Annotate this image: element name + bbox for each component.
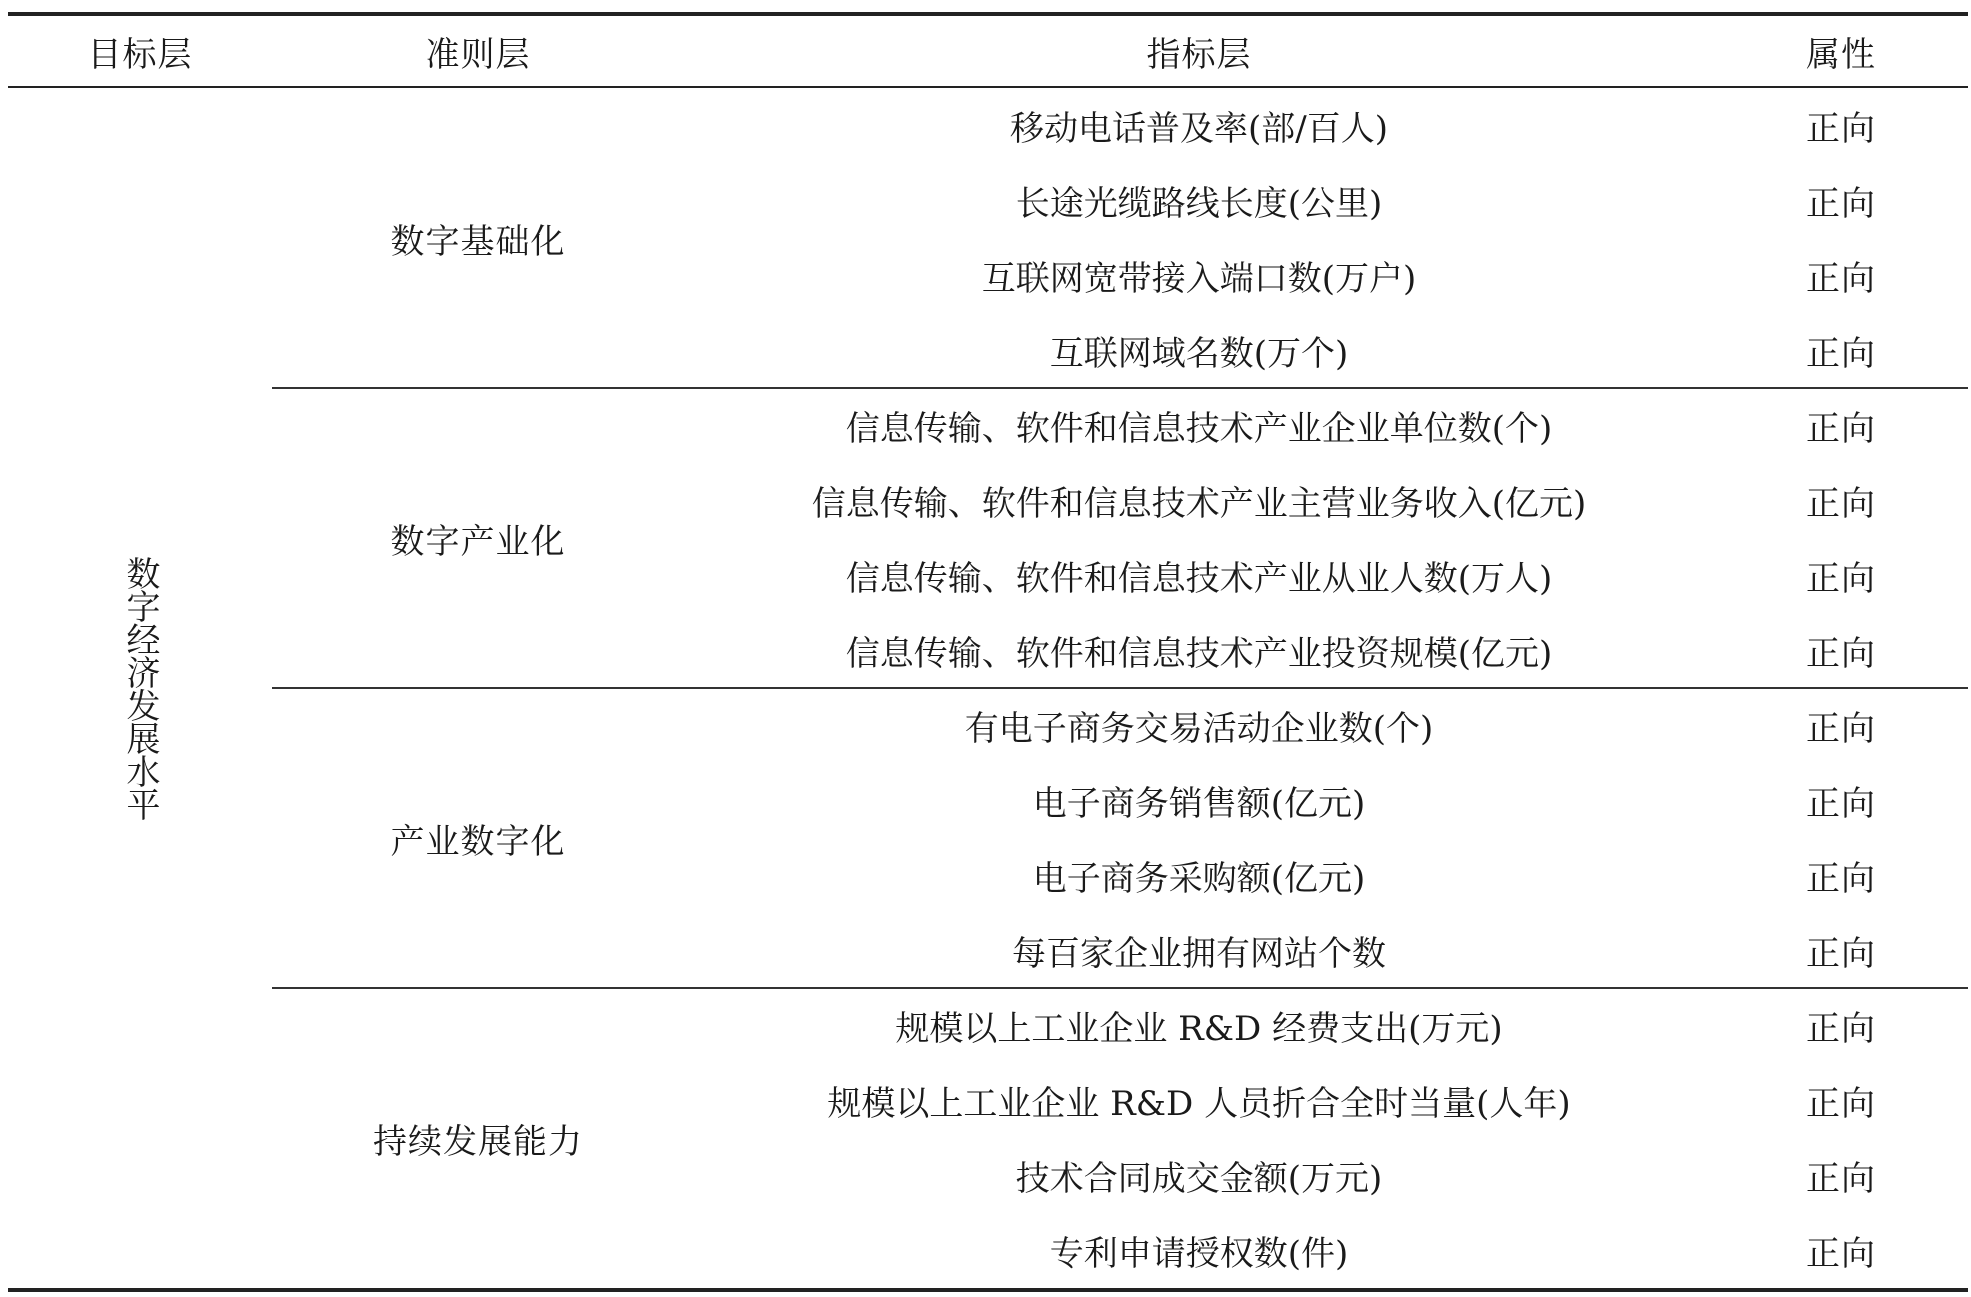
table-row: [684, 838, 1968, 913]
header-attribute: 属性: [1806, 34, 1876, 75]
table-row: [684, 1213, 1968, 1288]
indicator-cell: 移动电话普及率(部/百人): [1010, 109, 1388, 149]
table-row: [684, 388, 1968, 463]
attribute-cell: 正向: [1806, 109, 1876, 149]
attribute-cell: 正向: [1806, 409, 1876, 449]
indicator-cell: 规模以上工业企业 R&D 经费支出(万元): [895, 1009, 1503, 1049]
table-row: [684, 538, 1968, 613]
attribute-cell: 正向: [1806, 934, 1876, 974]
indicator-table: [8, 12, 1968, 1292]
attribute-cell: 正向: [1806, 184, 1876, 224]
header-criterion-layer: 准则层: [425, 34, 531, 75]
indicator-cell: 有电子商务交易活动企业数(个): [964, 709, 1434, 749]
table-row: [684, 913, 1968, 988]
attribute-cell: 正向: [1806, 1234, 1876, 1274]
goal-text: 数字经济发展水平: [120, 556, 160, 820]
criterion-digital-infrastructure: 数字基础化: [390, 221, 566, 262]
header-goal-layer: 目标层: [87, 34, 193, 75]
attribute-cell: 正向: [1806, 559, 1876, 599]
criterion-digital-industrialization: 数字产业化: [390, 521, 566, 562]
indicator-cell: 专利申请授权数(件): [1049, 1234, 1349, 1274]
attribute-cell: 正向: [1806, 1159, 1876, 1199]
table-row: [684, 763, 1968, 838]
indicator-cell: 电子商务采购额(亿元): [1032, 859, 1366, 899]
indicator-cell: 信息传输、软件和信息技术产业主营业务收入(亿元): [811, 484, 1587, 524]
indicator-cell: 规模以上工业企业 R&D 人员折合全时当量(人年): [827, 1084, 1571, 1124]
indicator-cell: 互联网宽带接入端口数(万户): [981, 259, 1417, 299]
table-row: [684, 613, 1968, 688]
attribute-cell: 正向: [1806, 1009, 1876, 1049]
indicator-cell: 信息传输、软件和信息技术产业投资规模(亿元): [845, 634, 1553, 674]
table-row: [684, 1063, 1968, 1138]
attribute-cell: 正向: [1806, 634, 1876, 674]
indicator-cell: 每百家企业拥有网站个数: [1012, 934, 1386, 974]
goal-cell: [8, 88, 272, 1288]
attribute-cell: 正向: [1806, 484, 1876, 524]
table-row: [684, 988, 1968, 1063]
indicator-cell: 信息传输、软件和信息技术产业企业单位数(个): [845, 409, 1553, 449]
criterion-industrial-digitalization: 产业数字化: [390, 821, 566, 862]
indicator-cell: 长途光缆路线长度(公里): [1015, 184, 1383, 224]
attribute-cell: 正向: [1806, 1084, 1876, 1124]
table-row: [684, 88, 1968, 163]
attribute-cell: 正向: [1806, 709, 1876, 749]
table-row: [684, 313, 1968, 388]
indicator-cell: 互联网域名数(万个): [1049, 334, 1349, 374]
table-row: [684, 688, 1968, 763]
indicator-cell: 电子商务销售额(亿元): [1032, 784, 1366, 824]
table-row: [684, 163, 1968, 238]
criterion-sustainable-development: 持续发展能力: [373, 1121, 583, 1162]
table-row: [684, 238, 1968, 313]
attribute-cell: 正向: [1806, 784, 1876, 824]
attribute-cell: 正向: [1806, 859, 1876, 899]
table-row: [684, 1138, 1968, 1213]
table-row: [684, 463, 1968, 538]
indicator-cell: 技术合同成交金额(万元): [1015, 1159, 1383, 1199]
attribute-cell: 正向: [1806, 334, 1876, 374]
table-bottom-rule: [8, 1288, 1968, 1292]
header-indicator-layer: 指标层: [1146, 34, 1252, 75]
indicator-cell: 信息传输、软件和信息技术产业从业人数(万人): [845, 559, 1553, 599]
attribute-cell: 正向: [1806, 259, 1876, 299]
